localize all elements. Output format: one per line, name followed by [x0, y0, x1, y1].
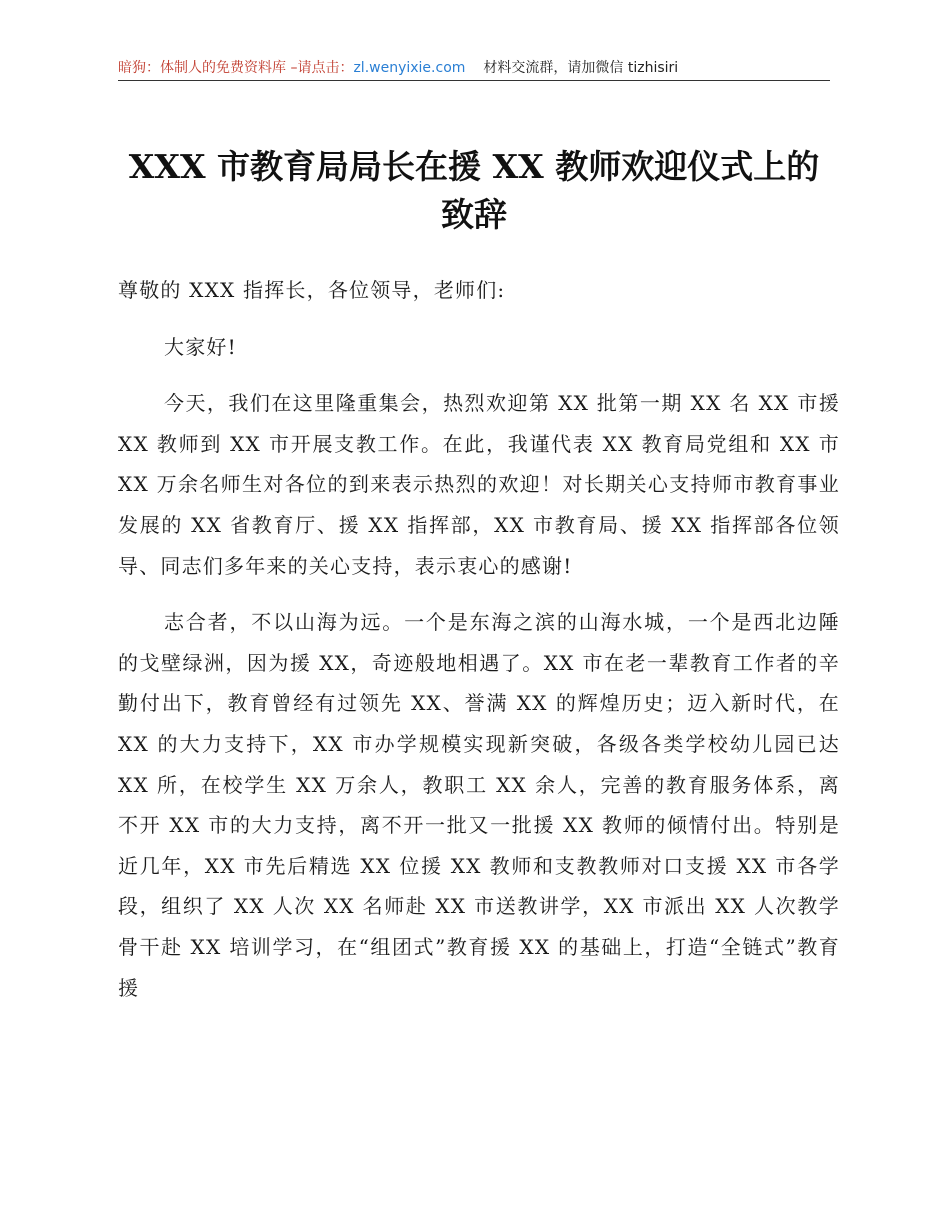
header-separator: –请点击： [286, 60, 354, 76]
header-link[interactable]: zl.wenyixie.com [353, 60, 466, 76]
salutation: 尊敬的 XXX 指挥长，各位领导，老师们: [118, 278, 506, 302]
document-body [118, 270, 840, 1024]
document-title: XXX 市教育局局长在援 XX 教师欢迎仪式上的致辞 [128, 147, 820, 234]
page-header [118, 56, 828, 80]
paragraph-history: 志合者，不以山海为远。一个是东海之滨的山海水城，一个是西北边陲的戈壁绿洲，因为援 XX，奇迹般地相遇了。XX 市在老一辈教育工作者的辛勤付出下，教育曾经有过领先 XX、誉满 XX 的辉煌历史；迈入新时代，在 XX 的大力支持下，XX 市办学规模实现新突破，各级各类学校幼儿园已达 XX 所，在校学生 XX 万余人，教职工 XX 余人，完善的教育服务体系，离不开 XX 市的大力支持，离不开一批又一批援 XX 教师的倾情付出。特别是近几年，XX 市先后精选 XX 位援 XX 教师和支教教师对口支援 XX 市各学段，组织了 XX 人次 XX 名师赴 XX 市送教讲学，XX 市派出 XX 人次教学骨干赴 XX 培训学习，在“组团式”教育援 XX 的基础上，打造“全链式”教育援 [118, 610, 840, 1000]
header-divider [118, 80, 830, 81]
paragraph-welcome: 今天，我们在这里隆重集会，热烈欢迎第 XX 批第一期 XX 名 XX 市援 XX 教师到 XX 市开展支教工作。在此，我谨代表 XX 教育局党组和 XX 市 XX 万余名师生对各位的到来表示热烈的欢迎！对长期关心支持师市教育事业发展的 XX 省教育厅、援 XX 指挥部，XX 市教育局、援 XX 指挥部各位领导、同志们多年来的关心支持，表示衷心的感谢! [118, 391, 840, 578]
paragraph-greeting: 大家好! [164, 334, 237, 359]
header-contact: 材料交流群，请加微信 tizhisiri [483, 60, 679, 76]
header-brand: 暗狗：体制人的免费资料库 [118, 60, 286, 76]
